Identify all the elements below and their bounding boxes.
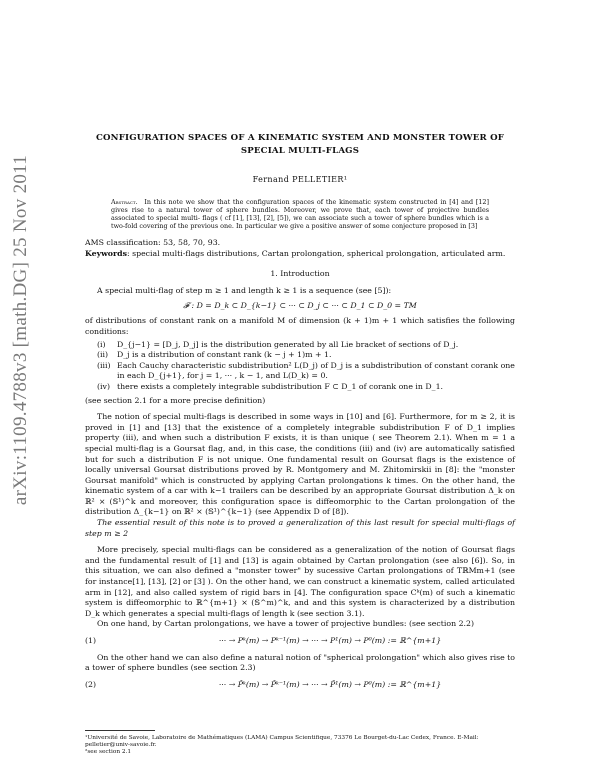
arxiv-stamp: [4, 80, 38, 580]
paper-title: CONFIGURATION SPACES OF A KINEMATIC SYSTEM AND MONSTER TOWER OF SPECIAL MULTI-FLAGS: [95, 133, 505, 156]
equation-2-body: ··· → P̂ᵏ(m) → P̂ᵏ⁻¹(m) → ··· → P̂¹(m) → P⁰(m) := ℝ^{m+1}: [218, 679, 442, 689]
definition-display: 𝓕 : D = D_k ⊂ D_{k−1} ⊂ ··· ⊂ D_j ⊂ ··· ⊂ D_1 ⊂ D_0 = TM: [183, 300, 417, 310]
footnote-2: ²see section 2.1: [85, 749, 132, 756]
paragraph-4: On the other hand we can also define a natural notion of "spherical prolongation" which also gives rise to a tower of sphere bundles (see section 2.3): [85, 652, 515, 673]
keywords-text: : special multi-flags distributions, Cartan prolongation, spherical prolongation, articulated arm.: [126, 249, 506, 258]
equation-1-number: (1): [85, 636, 97, 645]
equation-1: [85, 636, 515, 647]
footnotes: [85, 735, 515, 757]
condition-item: (ii) D_j is a distribution of constant rank (k − j + 1)m + 1.: [97, 350, 332, 360]
arxiv-id: arXiv:1109.4788v3 [math.DG] 25 Nov 2011: [10, 154, 32, 506]
condition-item: (iv) there exists a completely integrable subdistribution F ⊂ D_1 of corank one in D_1.: [97, 381, 444, 391]
definition-intro: A special multi-flag of step m ≥ 1 and length k ≥ 1 is a sequence (see [5]):: [97, 286, 392, 296]
equation-1-body: ··· → Pᵏ(m) → Pᵏ⁻¹(m) → ··· → P¹(m) → P⁰(m) := ℝ^{m+1}: [218, 636, 442, 645]
abstract: [111, 198, 489, 231]
paragraph-3: On one hand, by Cartan prolongations, we have a tower of projective bundles: (see section 2.2): [97, 619, 475, 629]
definition-after: of distributions of constant rank on a manifold M of dimension (k + 1)m + 1 which satisfies the following conditions:: [85, 316, 515, 336]
footnote-rule: [85, 730, 155, 731]
paragraph-2: More precisely, special multi-flags can be considered as a generalization of the notion of Goursat flags and the fundamental result of [1] and [13] is again obtained by Cartan prolongation (see also [6]). So, in this situation, we can also defined a "monster tower" by sucessive Cartan prolongations of TℝMm+1 (see for instance[1], [13], [2] or [3] ). On the other hand, we can construct a kinematic system, called articulated arm in [12], and also called system of rigid bars in [4]. The configuration space Cᵏ(m) of such a kinematic system is diffeomorphic to ℝ^{m+1} × (𝕊^m)^k, and and this system is characterized by a distribution D_k which generates a special multi-flags of length k (see section 3.1).: [85, 545, 515, 618]
ams-classification: AMS classification: 53, 58, 70, 93.: [85, 238, 221, 248]
equation-2-number: (2): [85, 679, 97, 689]
conditions-list: [97, 340, 515, 393]
keywords: [85, 249, 515, 260]
section-heading-introduction: 1. Introduction: [270, 268, 330, 278]
condition-item: (i) D_{j−1} = [D_j, D_j] is the distribution generated by all Lie bracket of sections of D_j.: [97, 339, 459, 349]
author-line: Fernand PELLETIER¹: [252, 175, 348, 184]
see-definition: (see section 2.1 for a more precise definition): [85, 395, 266, 405]
keywords-label: Keywords: [85, 249, 127, 258]
paragraph-1: The notion of special multi-flags is described in some ways in [10] and [6]. Furthermore, for m ≥ 2, it is proved in [1] and [13] that the existence of a completely integrable subdistribution F of D_1 implies property (iii), and when such a distribution F exists, it is than unique ( see Theorem 2.1). When m = 1 a special multi-flag is a Goursat flag, and, in this case, the conditions (iii) and (iv) are automatically satisfied but for such a distribution F is not unique. One fundamental result on Goursat flags is the existence of locally universal Goursat distributions proved by R. Montgomery and M. Zhitomirskii in [8]: the "monster Goursat manifold" which is constructed by applying Cartan prolongations k times. On the other hand, the kinematic system of a car with k−1 trailers can be described by an appropriate Goursat distribution Δ_k on ℝ² × (𝕊¹)^k and moreover, this configuration space is diffeomorphic to the Cartan prolongation of the distribution Δ_{k−1} on ℝ² × (𝕊¹)^{k−1} (see Appendix D of [8]).: [85, 412, 515, 517]
abstract-label: Abstract.: [111, 197, 138, 206]
abstract-text: In this note we show that the configuration spaces of the kinematic system constructed in [4] and [12] gives rise to a natural tower of sphere bundles. Moreover, we prove that, each tower of projective bundles associated to special multi- flags ( cf [1], [13], [2], [5]), we can associate such a tower of sphere bundles which is a two-fold covering of the previous one. In particular we give a positive answer of some conjecture proposed in [3]: [111, 197, 489, 231]
paper-page: [85, 132, 515, 696]
paragraph-1-italic: The essential result of this note is to proved a generalization of this last result for special multi-flags of step m ≥ 2: [85, 518, 515, 538]
footnote-1: ¹Université de Savoie, Laboratoire de Mathématiques (LAMA) Campus Scientifique, 73376 Le Bourget-du-Lac Cedex, France. E-Mail: pelletier@univ-savoie.fr.: [85, 735, 479, 749]
condition-item: (iii) Each Cauchy characteristic subdistribution² L(D_j) of D_j is a subdistribution of constant corank one in each D_{j+1}, for j = 1, ··· , k − 1, and L(D_k) = 0.: [97, 360, 515, 381]
equation-2: [85, 680, 515, 691]
